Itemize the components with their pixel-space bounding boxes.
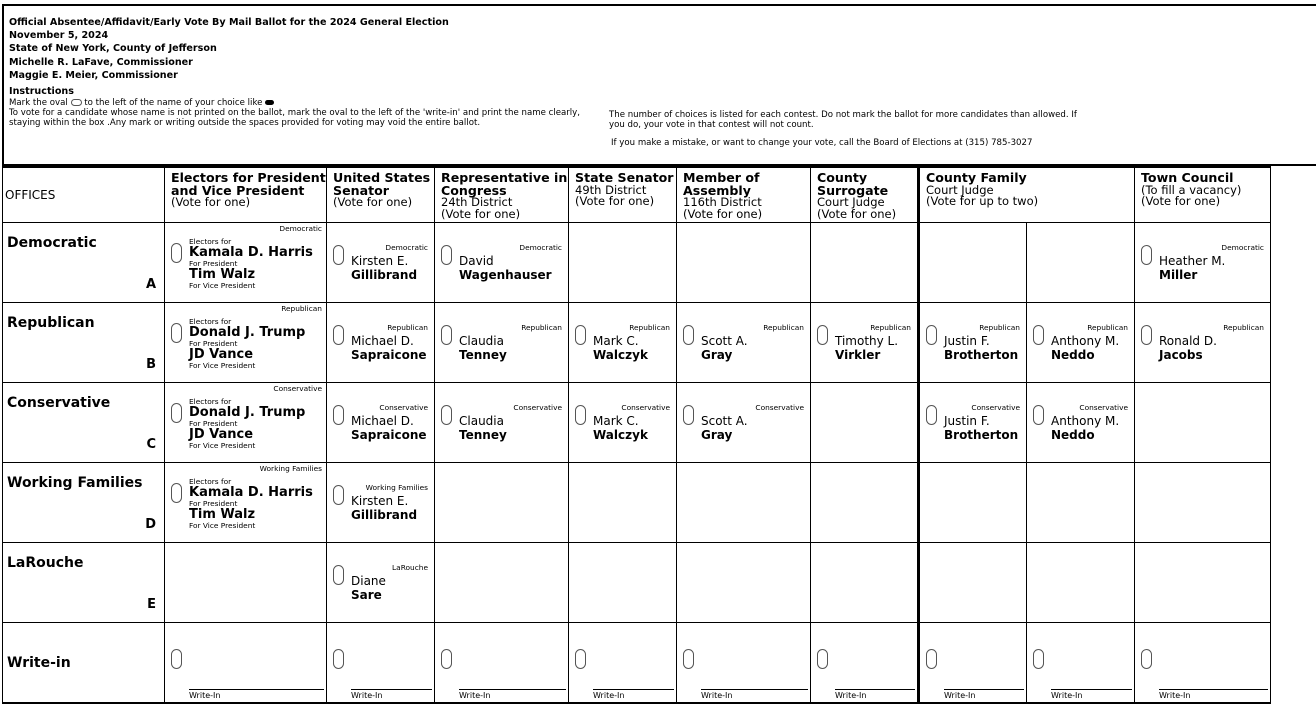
ballot-grid <box>2 166 1271 704</box>
empty-cell <box>435 463 569 543</box>
empty-cell <box>811 223 919 303</box>
vote-oval[interactable] <box>1033 649 1044 669</box>
candidate-option[interactable]: Republican Mark C. Walczyk <box>569 303 677 383</box>
vote-oval[interactable] <box>926 325 937 345</box>
president-option-d[interactable]: Working Families Electors for Kamala D. Harris For President Tim Walz For Vice President <box>165 463 327 543</box>
empty-cell <box>1135 543 1271 623</box>
candidate-option[interactable]: Working Families Kirsten E. Gillibrand <box>327 463 435 543</box>
vote-oval[interactable] <box>333 245 344 265</box>
write-in-field[interactable]: Write-In <box>569 623 677 703</box>
vote-oval[interactable] <box>441 405 452 425</box>
empty-cell <box>569 223 677 303</box>
vote-oval[interactable] <box>441 325 452 345</box>
jurisdiction: State of New York, County of Jefferson <box>9 43 217 55</box>
party-row-democratic <box>3 223 1271 303</box>
vote-oval[interactable] <box>171 649 182 669</box>
instruction-mark-oval: Mark the oval to the left of the name of your choice like <box>9 99 609 109</box>
write-in-field[interactable]: Write-In <box>1027 623 1135 703</box>
vote-oval[interactable] <box>817 649 828 669</box>
offices-header: OFFICES <box>3 167 165 223</box>
ballot-title: Official Absentee/Affidavit/Early Vote By Mail Ballot for the 2024 General Election <box>9 17 449 28</box>
vote-oval[interactable] <box>1141 325 1152 345</box>
write-in-field[interactable]: Write-In <box>677 623 811 703</box>
vote-oval[interactable] <box>441 649 452 669</box>
write-in-row <box>3 623 1271 703</box>
vote-oval[interactable] <box>1141 245 1152 265</box>
write-in-field[interactable]: Write-In <box>165 623 327 703</box>
candidate-option[interactable]: Republican Ronald D. Jacobs <box>1135 303 1271 383</box>
contest-header-row <box>3 167 1271 223</box>
vote-oval[interactable] <box>333 485 344 505</box>
ballot-header <box>9 16 449 82</box>
write-in-field[interactable]: Write-In <box>435 623 569 703</box>
vote-oval[interactable] <box>333 325 344 345</box>
empty-cell <box>919 543 1027 623</box>
vote-oval[interactable] <box>171 243 182 263</box>
candidate-option[interactable]: Republican Timothy L. Virkler <box>811 303 919 383</box>
write-in-field[interactable]: Write-In <box>919 623 1027 703</box>
empty-oval-icon <box>71 99 82 106</box>
vote-oval[interactable] <box>1033 405 1044 425</box>
instructions-left <box>9 99 609 128</box>
vote-oval[interactable] <box>926 649 937 669</box>
party-row-working-families <box>3 463 1271 543</box>
candidate-option[interactable]: Conservative Michael D. Sapraicone <box>327 383 435 463</box>
empty-cell <box>811 543 919 623</box>
candidate-option[interactable]: Conservative Claudia Tenney <box>435 383 569 463</box>
candidate-option[interactable]: Republican Scott A. Gray <box>677 303 811 383</box>
vote-oval[interactable] <box>441 245 452 265</box>
president-option-a[interactable]: Democratic Electors for Kamala D. Harris For President Tim Walz For Vice President <box>165 223 327 303</box>
candidate-option[interactable]: Conservative Scott A. Gray <box>677 383 811 463</box>
candidate-option[interactable]: Conservative Mark C. Walczyk <box>569 383 677 463</box>
candidate-option[interactable]: Democratic Heather M. Miller <box>1135 223 1271 303</box>
vote-oval[interactable] <box>575 405 586 425</box>
president-option-c[interactable]: Conservative Electors for Donald J. Trump For President JD Vance For Vice President <box>165 383 327 463</box>
filled-oval-icon <box>265 100 274 105</box>
empty-cell <box>1135 383 1271 463</box>
contest-senator: United States Senator (Vote for one) <box>327 167 435 223</box>
election-date: November 5, 2024 <box>9 30 109 42</box>
empty-cell <box>677 463 811 543</box>
empty-cell <box>1027 223 1135 303</box>
candidate-option[interactable]: Democratic Kirsten E. Gillibrand <box>327 223 435 303</box>
president-option-b[interactable]: Republican Electors for Donald J. Trump For President JD Vance For Vice President <box>165 303 327 383</box>
party-label: Working Families D <box>3 463 165 543</box>
empty-cell <box>811 383 919 463</box>
candidate-option[interactable]: LaRouche Diane Sare <box>327 543 435 623</box>
candidate-option[interactable]: Republican Claudia Tenney <box>435 303 569 383</box>
party-label: Conservative C <box>3 383 165 463</box>
empty-cell <box>569 543 677 623</box>
vote-oval[interactable] <box>1141 649 1152 669</box>
vote-oval[interactable] <box>1033 325 1044 345</box>
candidate-option[interactable]: Republican Anthony M. Neddo <box>1027 303 1135 383</box>
vote-oval[interactable] <box>171 323 182 343</box>
party-row-larouche <box>3 543 1271 623</box>
candidate-option[interactable]: Conservative Anthony M. Neddo <box>1027 383 1135 463</box>
empty-cell <box>1027 543 1135 623</box>
contest-assembly: Member of Assembly 116th District (Vote for one) <box>677 167 811 223</box>
candidate-option[interactable]: Conservative Justin F. Brotherton <box>919 383 1027 463</box>
empty-cell <box>677 543 811 623</box>
empty-cell <box>677 223 811 303</box>
vote-oval[interactable] <box>683 325 694 345</box>
empty-cell <box>165 543 327 623</box>
vote-oval[interactable] <box>575 325 586 345</box>
vote-oval[interactable] <box>333 405 344 425</box>
party-row-conservative <box>3 383 1271 463</box>
contest-president: Electors for President and Vice President (Vote for one) <box>165 167 327 223</box>
contest-state-senator: State Senator 49th District (Vote for one) <box>569 167 677 223</box>
candidate-option[interactable]: Republican Michael D. Sapraicone <box>327 303 435 383</box>
write-in-label-cell: Write-in <box>3 623 165 703</box>
contest-town-council: Town Council (To fill a vacancy) (Vote for one) <box>1135 167 1271 223</box>
commissioner-1: Michelle R. LaFave, Commissioner <box>9 56 193 68</box>
empty-cell <box>435 543 569 623</box>
vote-oval[interactable] <box>333 649 344 669</box>
vote-oval[interactable] <box>683 649 694 669</box>
empty-cell <box>919 223 1027 303</box>
empty-cell <box>919 463 1027 543</box>
contest-surrogate: County Surrogate Court Judge (Vote for one) <box>811 167 919 223</box>
commissioner-2: Maggie E. Meier, Commissioner <box>9 69 178 81</box>
contest-congress: Representative in Congress 24th District (Vote for one) <box>435 167 569 223</box>
party-row-republican <box>3 303 1271 383</box>
vote-oval[interactable] <box>171 403 182 423</box>
vote-oval[interactable] <box>333 565 344 585</box>
instruction-write-in: To vote for a candidate whose name is not printed on the ballot, mark the oval to the left of the 'write-in' and print the name clearly, staying within the box .Any mark or writing outside the spaces provided for voting may void the entire ballot. <box>9 107 581 128</box>
empty-cell <box>1135 463 1271 543</box>
vote-oval[interactable] <box>575 649 586 669</box>
instruction-mistake: If you make a mistake, or want to change your vote, call the Board of Elections at (315) 785-3027 <box>611 138 1033 148</box>
party-label: LaRouche E <box>3 543 165 623</box>
write-in-field[interactable]: Write-In <box>327 623 435 703</box>
empty-cell <box>811 463 919 543</box>
write-in-field[interactable]: Write-In <box>811 623 919 703</box>
contest-family-court: County Family Court Judge (Vote for up to two) <box>919 167 1135 223</box>
party-label: Republican B <box>3 303 165 383</box>
empty-cell <box>1027 463 1135 543</box>
vote-oval[interactable] <box>683 405 694 425</box>
empty-cell <box>569 463 677 543</box>
vote-oval[interactable] <box>171 483 182 503</box>
candidate-option[interactable]: Republican Justin F. Brotherton <box>919 303 1027 383</box>
instruction-choices: The number of choices is listed for each contest. Do not mark the ballot for more candidates than allowed. If you do, your vote in that contest will not count. <box>609 110 1077 130</box>
vote-oval[interactable] <box>817 325 828 345</box>
write-in-field[interactable]: Write-In <box>1135 623 1271 703</box>
instructions-title: Instructions <box>9 86 74 97</box>
vote-oval[interactable] <box>926 405 937 425</box>
party-label: Democratic A <box>3 223 165 303</box>
candidate-option[interactable]: Democratic David Wagenhauser <box>435 223 569 303</box>
